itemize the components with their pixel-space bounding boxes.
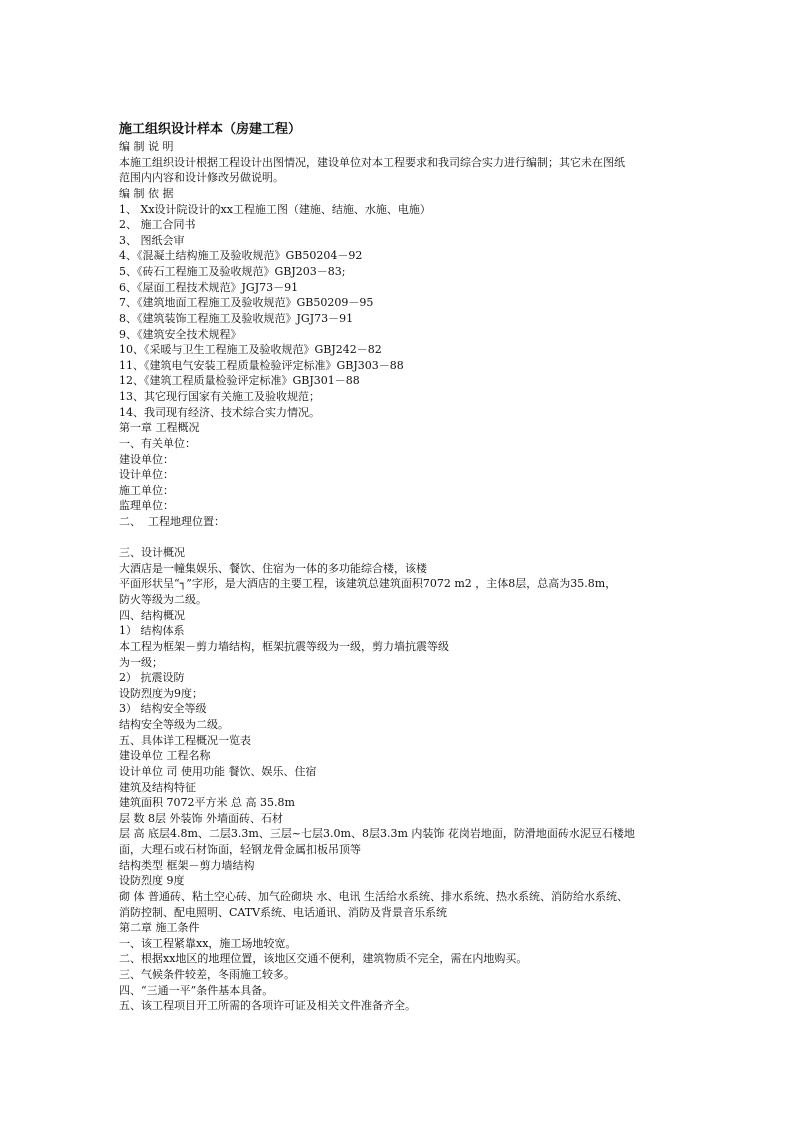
text-line: 1、 Xx设计院设计的xx工程施工图（建施、结施、水施、电施） <box>119 202 431 216</box>
text-line: 11、《建筑电气安装工程质量检验评定标准》GBJ303－88 <box>119 358 404 372</box>
text-line: 建筑及结构特征 <box>119 780 196 794</box>
text-line: 范围内内容和设计修改另做说明。 <box>119 171 284 185</box>
text-line: 三、设计概况 <box>119 546 185 560</box>
text-line: 五、该工程项目开工所需的各项许可证及相关文件准备齐全。 <box>119 999 416 1013</box>
text-line: 四、结构概况 <box>119 608 185 622</box>
text-line <box>119 530 679 546</box>
text-line: 建设单位 工程名称 <box>119 749 211 763</box>
text-line: 施工单位： <box>119 483 174 497</box>
text-line: 编 制 依 据 <box>119 186 174 200</box>
text-line: 防火等级为二级。 <box>119 593 207 607</box>
text-line: 建设单位： <box>119 452 174 466</box>
text-line: 二、根据xx地区的地理位置，该地区交通不便利，建筑物质不完全，需在内地购买。 <box>119 952 528 966</box>
text-line: 本施工组织设计根据工程设计出图情况，建设单位对本工程要求和我司综合实力进行编制；其它未在图纸 <box>119 155 625 169</box>
text-line: 7、《建筑地面工程施工及验收规范》GB50209－95 <box>119 296 374 310</box>
text-line: 五、具体详工程概况一览表 <box>119 733 251 747</box>
text-line: 14、我司现有经济、技术综合实力情况。 <box>119 405 320 419</box>
text-line: 第一章 工程概况 <box>119 421 200 435</box>
text-line: 大酒店是一幢集娱乐、餐饮、住宿为一体的多功能综合楼，该楼 <box>119 561 427 575</box>
document-body <box>119 139 679 1014</box>
text-line: 设计单位 司 使用功能 餐饮、娱乐、住宿 <box>119 764 317 778</box>
text-line: 结构类型 框架－剪力墙结构 <box>119 858 255 872</box>
text-line: 建筑面积 7072平方米 总 高 35.8m <box>119 796 295 810</box>
text-line: 消防控制、配电照明、CATV系统、电话通讯、消防及背景音乐系统 <box>119 905 448 919</box>
text-line: 为一级； <box>119 655 163 669</box>
text-line: 6、《屋面工程技术规范》JGJ73－91 <box>119 280 299 294</box>
text-line: 平面形状呈“┐”字形，是大酒店的主要工程，该建筑总建筑面积7072 m2 ，主体8层，总高为35.8m， <box>119 577 617 591</box>
text-line: 面，大理石或石材饰面，轻钢龙骨金属扣板吊顶等 <box>119 843 361 857</box>
text-line: 砌 体 普通砖、粘土空心砖、加气砼砌块 水、电讯 生活给水系统、排水系统、热水系统、消防给水系统、 <box>119 889 628 903</box>
text-line: 一、有关单位： <box>119 436 196 450</box>
text-line: 10、《采暖与卫生工程施工及验收规范》GBJ242－82 <box>119 343 382 357</box>
text-line: 监理单位： <box>119 499 174 513</box>
text-line: 4、《混凝土结构施工及验收规范》GB50204－92 <box>119 249 363 263</box>
text-line: 1） 结构体系 <box>119 624 185 638</box>
text-line: 层 数 8层 外装饰 外墙面砖、石材 <box>119 811 283 825</box>
text-line: 5、《砖石工程施工及验收规范》GBJ203－83; <box>119 265 346 278</box>
text-line: 设计单位： <box>119 468 174 482</box>
document-page <box>119 121 679 1014</box>
text-line: 3） 结构安全等级 <box>119 702 207 716</box>
text-line: 设防烈度 9度 <box>119 874 185 888</box>
text-line: 一、该工程紧靠xx，施工场地较宽。 <box>119 936 297 950</box>
text-line: 层 高 底层4.8m、二层3.3m、三层~七层3.0m、8层3.3m 内装饰 花岗岩地面，防滑地面砖水泥豆石楼地 <box>119 827 635 841</box>
text-line: 四、“三通一平”条件基本具备。 <box>119 983 274 997</box>
document-title: 施工组织设计样本（房建工程） <box>119 122 302 137</box>
text-line: 2） 抗震设防 <box>119 671 185 685</box>
text-line: 设防烈度为9度； <box>119 686 203 700</box>
text-line: 2、 施工合同书 <box>119 218 196 232</box>
text-line: 8、《建筑装饰工程施工及验收规范》JGJ73－91 <box>119 311 354 325</box>
text-line: 3、 图纸会审 <box>119 233 185 247</box>
text-line: 三、气候条件较差，冬雨施工较多。 <box>119 968 295 982</box>
text-line: 13、其它现行国家有关施工及验收规范； <box>119 390 320 403</box>
text-line: 9、《建筑安全技术规程》 <box>119 327 242 341</box>
text-line: 12、《建筑工程质量检验评定标准》GBJ301－88 <box>119 374 360 388</box>
text-line: 二、 工程地理位置： <box>119 515 225 528</box>
text-line: 本工程为框架－剪力墙结构，框架抗震等级为一级，剪力墙抗震等级 <box>119 639 449 653</box>
text-line: 第二章 施工条件 <box>119 921 200 935</box>
text-line: 结构安全等级为二级。 <box>119 718 229 732</box>
text-line: 编 制 说 明 <box>119 140 174 153</box>
